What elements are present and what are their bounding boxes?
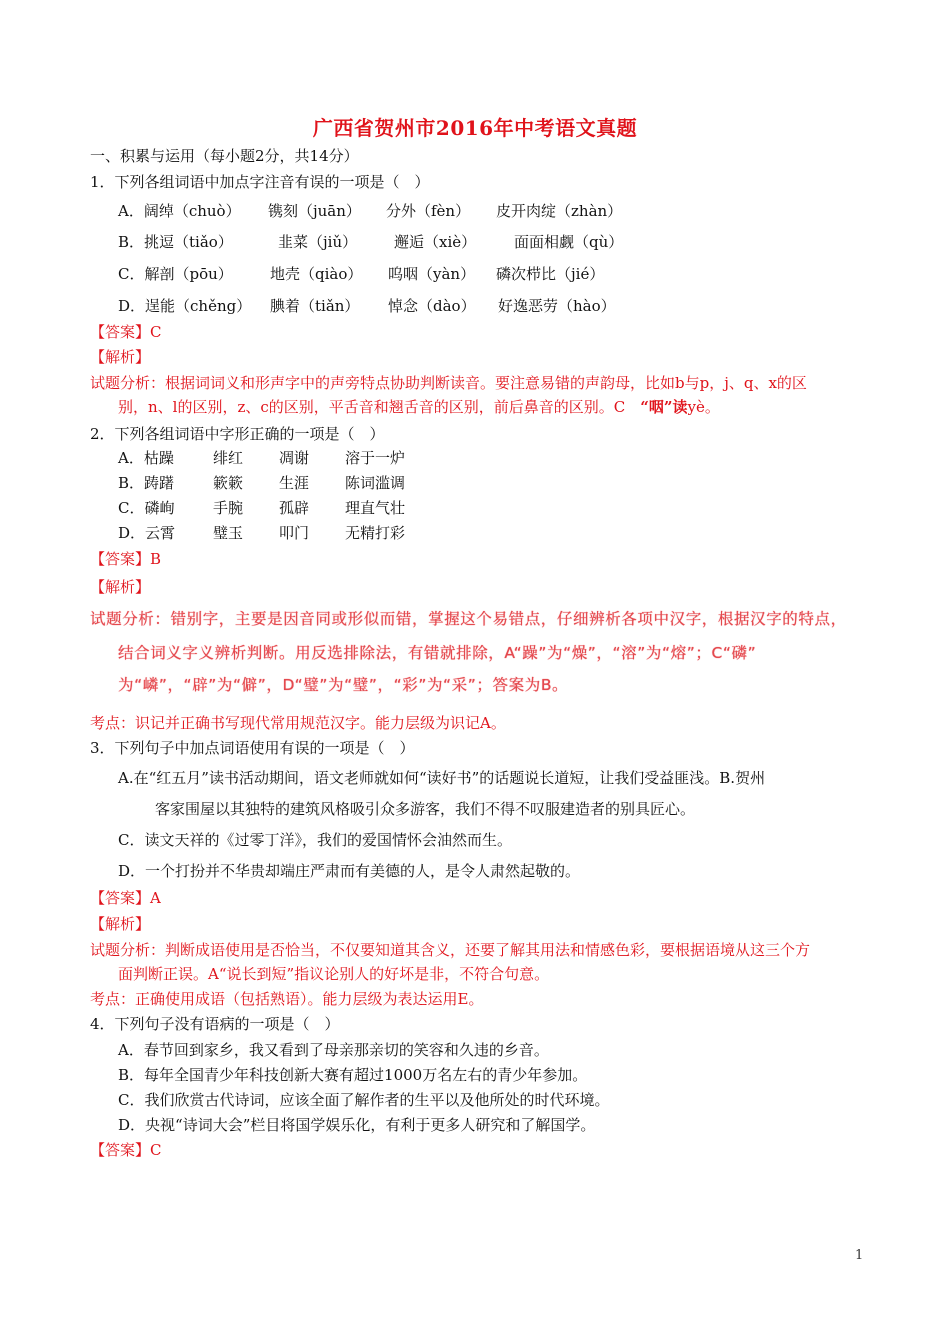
q1-c-word-4: 磷次栉比（jié） <box>496 265 605 283</box>
q1-analysis-label: 【解析】 <box>90 348 151 366</box>
q2-answer: 【答案】B <box>90 550 162 568</box>
q2-d-word-3: 叩门 <box>279 524 310 542</box>
question-4-stem: 4．下列句子没有语病的一项是（ ） <box>90 1015 340 1033</box>
q1-a-word-3: 分外（fèn） <box>386 202 471 220</box>
q4-option-c: C．我们欣赏古代诗词，应该全面了解作者的生平以及他所处的时代环境。 <box>118 1091 610 1109</box>
q2-kaodian: 考点：识记并正确书写现代常用规范汉字。能力层级为识记A。 <box>90 714 506 732</box>
q2-b-word-1: B．踌躇 <box>118 474 175 492</box>
q1-b-word-1: B．挑逗（tiǎo） <box>118 233 233 251</box>
q3-answer: 【答案】A <box>90 889 161 907</box>
page-number: 1 <box>855 1248 864 1263</box>
q2-b-word-2: 簌簌 <box>213 474 244 492</box>
q1-d-word-3: 悼念（dào） <box>388 297 476 315</box>
q1-d-word-1: D．逞能（chěng） <box>118 297 252 315</box>
q1-b-word-2: 韭菜（jiǔ） <box>278 233 358 251</box>
question-1-stem: 1．下列各组词语中加点字注音有误的一项是（ ） <box>90 173 430 191</box>
q1-b-word-4: 面面相觑（qù） <box>514 233 624 251</box>
q2-d-word-4: 无精打彩 <box>345 524 406 542</box>
q1-a-word-1: A．阔绰（chuò） <box>118 202 241 220</box>
q1-d-word-2: 腆着（tiǎn） <box>270 297 360 315</box>
page-title: 广西省贺州市2016年中考语文真题 <box>312 116 638 140</box>
q3-analysis-line-2: 面判断正误。A“说长到短”指议论别人的好坏是非，不符合句意。 <box>118 965 550 983</box>
q2-d-word-1: D．云霄 <box>118 524 176 542</box>
q1-a-word-4: 皮开肉绽（zhàn） <box>496 202 623 220</box>
q1-analysis-line-2-tail: yè。 <box>687 398 720 416</box>
q2-a-word-1: A．枯躁 <box>118 449 174 467</box>
q3-option-d: D．一个打扮并不华贵却端庄严肃而有美德的人，是令人肃然起敬的。 <box>118 862 581 880</box>
q1-answer: 【答案】C <box>90 323 162 341</box>
q2-analysis-line-3: 为“嶙”，“辟”为“僻”，D“璧”为“璧”，“彩”为“采”；答案为B。 <box>118 676 569 694</box>
q2-d-word-2: 璧玉 <box>213 524 244 542</box>
q2-option-b <box>118 473 405 493</box>
q2-analysis-line-1: 试题分析：错别字，主要是因音同或形似而错，掌握这个易错点，仔细辨析各项中汉字，根据汉字的特点， <box>90 610 847 628</box>
q2-a-word-2: 绯红 <box>213 449 244 467</box>
q1-option-d <box>118 296 616 316</box>
section-heading: 一、积累与运用（每小题2分，共14分） <box>90 147 359 165</box>
q1-c-word-3: 呜咽（yàn） <box>388 265 476 283</box>
q3-option-c: C．读文天祥的《过零丁洋》，我们的爱国情怀会油然而生。 <box>118 831 512 849</box>
q1-a-word-2: 镌刻（juān） <box>268 202 361 220</box>
q2-a-word-4: 溶于一炉 <box>345 449 406 467</box>
q3-analysis-label: 【解析】 <box>90 915 151 933</box>
q2-b-word-4: 陈词滥调 <box>345 474 406 492</box>
q2-a-word-3: 凋谢 <box>279 449 310 467</box>
q1-option-b <box>118 232 623 252</box>
q1-analysis-line-2 <box>118 397 720 417</box>
question-2-stem: 2．下列各组词语中字形正确的一项是（ ） <box>90 425 385 443</box>
q2-c-word-1: C．磷峋 <box>118 499 175 517</box>
q4-answer: 【答案】C <box>90 1141 162 1159</box>
q1-option-a <box>118 201 622 221</box>
q3-kaodian: 考点：正确使用成语（包括熟语）。能力层级为表达运用E。 <box>90 990 484 1008</box>
q2-option-d <box>118 523 405 543</box>
q3-analysis-line-1: 试题分析：判断成语使用是否恰当，不仅要知道其含义，还要了解其用法和情感色彩，要根据语境从这三个方 <box>90 941 811 959</box>
q4-option-b: B．每年全国青少年科技创新大赛有超过1000万名左右的青少年参加。 <box>118 1066 588 1084</box>
q1-analysis-emphasis: “咽”读 <box>640 398 688 416</box>
q2-option-c <box>118 498 405 518</box>
q2-c-word-4: 理直气壮 <box>345 499 406 517</box>
q1-c-word-2: 地壳（qiào） <box>270 265 363 283</box>
q3-option-a-line-1: A.在“红五月”读书活动期间，语文老师就如何“读好书”的话题说长道短，让我们受益匪浅。B.贺州 <box>118 769 766 787</box>
q4-option-d: D．央视“诗词大会”栏目将国学娱乐化，有利于更多人研究和了解国学。 <box>118 1116 596 1134</box>
q2-option-a <box>118 448 405 468</box>
q2-b-word-3: 生涯 <box>279 474 310 492</box>
q1-c-word-1: C．解剖（pōu） <box>118 265 233 283</box>
q2-analysis-line-2: 结合词义字义辨析判断。用反选排除法，有错就排除，A“躁”为“燥”，“溶”为“熔”；C“磷” <box>118 644 757 662</box>
q1-analysis-line-1: 试题分析：根据词词义和形声字中的声旁特点协助判断读音。要注意易错的声韵母，比如b与p，j、q、x的区 <box>90 374 807 392</box>
q2-c-word-2: 手腕 <box>213 499 244 517</box>
q3-option-a-line-2: 客家围屋以其独特的建筑风格吸引众多游客，我们不得不叹服建造者的别具匠心。 <box>155 800 696 818</box>
q2-analysis-label: 【解析】 <box>90 578 151 596</box>
q4-option-a: A．春节回到家乡，我又看到了母亲那亲切的笑容和久违的乡音。 <box>118 1041 549 1059</box>
q1-option-c <box>118 264 604 284</box>
q2-c-word-3: 孤辟 <box>279 499 310 517</box>
q1-d-word-4: 好逸恶劳（hào） <box>498 297 616 315</box>
q1-b-word-3: 邂逅（xiè） <box>394 233 477 251</box>
question-3-stem: 3．下列句子中加点词语使用有误的一项是（ ） <box>90 739 415 757</box>
q1-analysis-line-2-text: 别，n、l的区别，z、c的区别，平舌音和翘舌音的区别，前后鼻音的区别。C <box>118 398 641 416</box>
